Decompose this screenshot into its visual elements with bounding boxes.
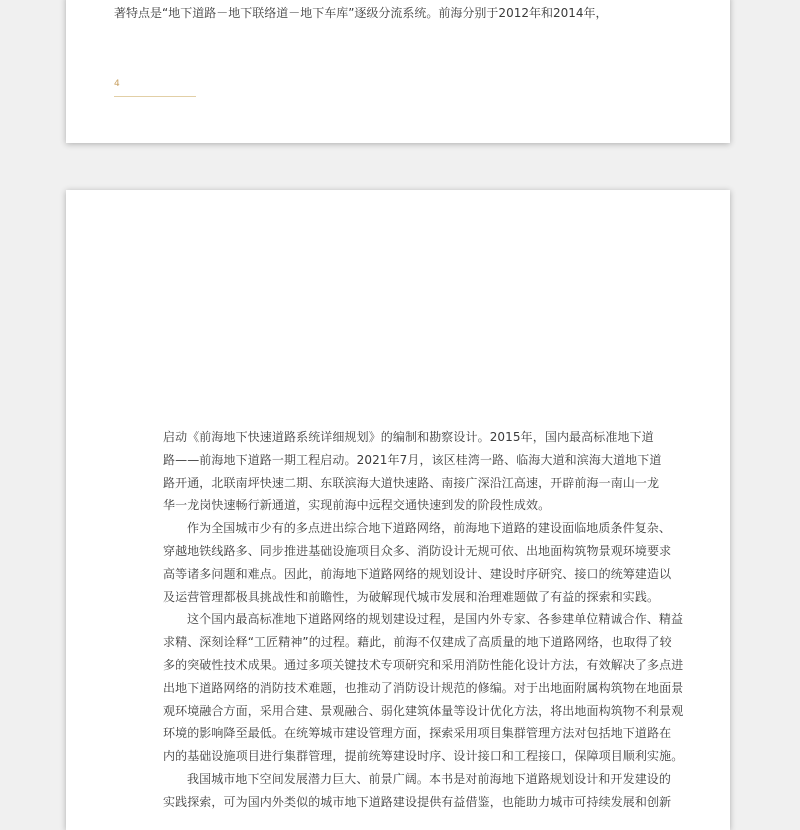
text-line: 实践探索，可为国内外类似的城市地下道路建设提供有益借鉴，也能助力城市可持续发展和创新 (163, 794, 672, 809)
body-text (163, 426, 691, 814)
text-line: 这个国内最高标准地下道路网络的规划建设过程，是国内外专家、各参建单位精诚合作、精益 (187, 612, 684, 627)
text-line: 穿越地铁线路多、同步推进基础设施项目众多、消防设计无规可依、出地面构筑物景观环境要求 (163, 543, 672, 558)
text-line: 我国城市地下空间发展潜力巨大、前景广阔。本书是对前海地下道路规划设计和开发建设的 (187, 771, 672, 786)
previous-page-last-line: 著特点是“地下道路－地下联络道－地下车库”逐级分流系统。前海分别于2012年和2014年， (114, 6, 608, 20)
previous-page (66, 0, 730, 143)
page-number: 4 (114, 79, 120, 89)
text-line: 路——前海地下道路一期工程启动。2021年7月，该区桂湾一路、临海大道和滨海大道地下道 (163, 452, 662, 467)
text-line: 作为全国城市少有的多点进出综合地下道路网络，前海地下道路的建设面临地质条件复杂、 (187, 521, 672, 536)
text-line: 求精、深刻诠释“工匠精神”的过程。藉此，前海不仅建成了高质量的地下道路网络，也取得了较 (163, 635, 672, 650)
text-line: 高等诸多问题和难点。因此，前海地下道路网络的规划设计、建设时序研究、接口的统筹建造以 (163, 566, 672, 581)
text-line: 路开通，北联南坪快速二期、东联滨海大道快速路、南接广深沿江高速，开辟前海一南山一龙 (163, 475, 660, 490)
page-number-rule (114, 96, 196, 97)
text-line: 多的突破性技术成果。通过多项关键技术专项研究和采用消防性能化设计方法，有效解决了多点进 (163, 657, 684, 672)
paragraph-3 (163, 608, 691, 768)
text-line: 环境的影响降至最低。在统筹城市建设管理方面，探索采用项目集群管理方法对包括地下道路在 (163, 726, 672, 741)
text-line: 及运营管理都极具挑战性和前瞻性，为破解现代城市发展和治理难题做了有益的探索和实践。 (163, 589, 660, 604)
current-page (66, 190, 730, 830)
paragraph-2 (163, 517, 691, 608)
text-line: 华一龙岗快速畅行新通道，实现前海中远程交通快速到发的阶段性成效。 (163, 498, 551, 513)
paragraph-4 (163, 768, 691, 814)
text-line: 启动《前海地下快速道路系统详细规划》的编制和勘察设计。2015年，国内最高标准地下道 (163, 430, 654, 444)
paragraph-1 (163, 426, 691, 517)
text-line: 内的基础设施项目进行集群管理，提前统筹建设时序、设计接口和工程接口，保障项目顺利实施。 (163, 749, 684, 764)
text-line: 观环境融合方面，采用合建、景观融合、弱化建筑体量等设计优化方法，将出地面构筑物不利景观 (163, 703, 684, 718)
text-line: 出地下道路网络的消防技术难题，也推动了消防设计规范的修编。对于出地面附属构筑物在地面景 (163, 680, 684, 695)
